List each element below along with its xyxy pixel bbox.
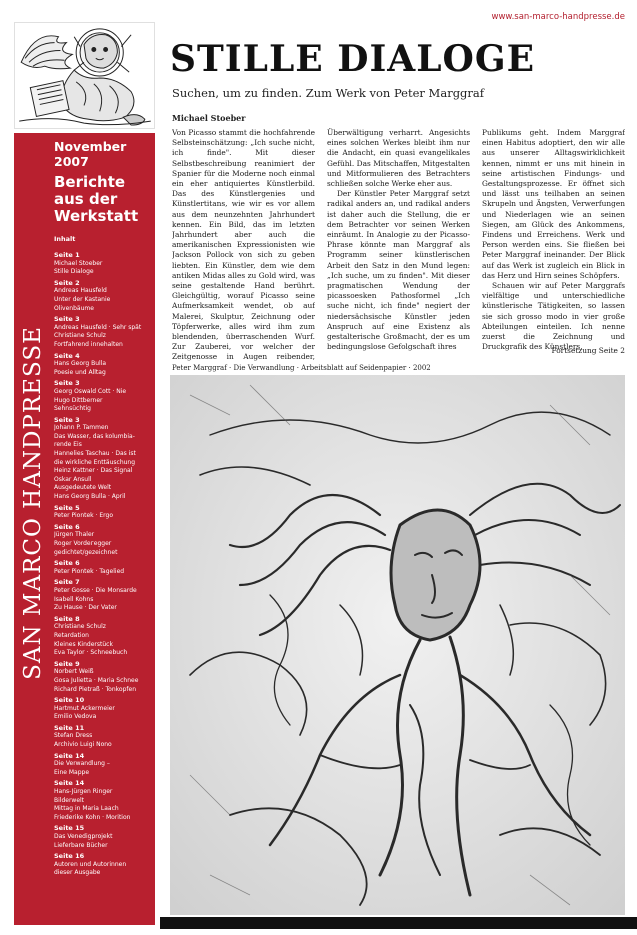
sidebar-content bbox=[54, 139, 152, 880]
toc-entry[interactable]: Poesie und Alltag bbox=[54, 368, 106, 376]
toc-entry[interactable]: Die Verwandlung – bbox=[54, 760, 110, 768]
article-paragraph: Von Picasso stammt die hochfahrende Selbsteinschätzung: „Ich suche nicht, ich finde". Mit dieser Selbstbeschreibung reanimiert der Spanier für die Moderne noch einmal ein eher antiquiertes Künstlerbild. Das des Künstlergenies und Künstlertitans, wie wir es vor allem aus dem neunzehnten Jahrhundert kennen. Ein Bild, das im letzten Jahrhundert aber auch die amerikanischen Expressionisten wie Jackson Pollock von sich zu geben liebten. Ein Künstler, dem wie dem antiken Midas alles zu Gold wird, was seine gestaltende Hand berührt. Gleichgültig, worauf Picasso seine Aufmerksamkeit wendet, ob auf Malerei, Skulptur, Zeichnung oder Töpferwerke, alles wird ihm zum blendenden, überraschenden Wurf. Zur Zauberei, vor welcher der Zeitgenosse in Augen reibender, bbox=[172, 128, 315, 362]
toc-entry[interactable]: Christiane Schulz bbox=[54, 332, 106, 340]
toc-entry[interactable]: Autoren und Autorinnen bbox=[54, 860, 127, 868]
toc-entry[interactable]: Roger Vordeгegger bbox=[54, 540, 112, 547]
toc-entry[interactable]: Unter der Kastanie bbox=[54, 295, 111, 303]
toc-page-number: Seite 8 bbox=[54, 614, 80, 623]
article-paragraph: Publikums geht. Indem Marggraf einen Habitus adoptiert, den wir alle aus unserer Alltagswirklichkeit kennen, nimmt er uns mit hinein in seine artistischen Findungs- und Gestaltungsprozesse. Er öffnet sich und lässt uns teilhaben an seinen Skrupeln und Ängsten, Verwerfungen und Niederlagen wie an seinen Siegen, am Glück des Ankommens, Findens und Erreichens. Werk und Person werden eins. Sie fließen bei Peter Marggraf ineinander. Der Blick auf das Werk ist zugleich ein Blick in das Herz und Hirn seines Schöpfers. bbox=[482, 128, 625, 280]
toc-page-number: Seite 14 bbox=[54, 751, 85, 760]
toc-section bbox=[54, 279, 152, 313]
article-author: Michael Stoeber bbox=[172, 113, 246, 123]
toc-entry[interactable]: Zu Hause · Der Vater bbox=[54, 604, 117, 612]
article-paragraph: Der Künstler Peter Marggraf setzt radikal anders an, und radikal anders ist daher auch die Stellung, die er dem Betrachter vor seinen Werken einräumt. In Analogie zu der Picasso-Phrase könnte man Marggraf als Programm seiner künstlerischen Arbeit den Satz in den Mund legen: „Ich suche, um zu finden". Mit dieser pragmatischen Wendung der picassoesken Pathosformel „Ich suche nicht, ich finde" negiert der niedersächsische Künstler jeden Anspruch auf eine Existenz als gestalterische Großmacht, der es um bedingungslose Gefolgschaft ihres bbox=[327, 189, 470, 352]
masthead-vertical-title: SAN MARCO HANDPRESSE bbox=[20, 326, 46, 680]
article-subtitle: Suchen, um zu finden. Zum Werk von Peter Marggraf bbox=[172, 86, 485, 100]
toc-entry[interactable]: Gosa Julietta · Maria Schnee bbox=[54, 676, 139, 684]
toc-section bbox=[54, 523, 152, 557]
toc-section bbox=[54, 724, 152, 750]
toc-entry[interactable]: Friederike Kohn · Morition bbox=[54, 813, 131, 821]
toc-section bbox=[54, 416, 152, 502]
toc-entry[interactable]: Olivenbäume bbox=[54, 304, 94, 312]
article-column-1 bbox=[172, 128, 315, 363]
toc-entry[interactable]: Bilderwelt bbox=[54, 796, 85, 804]
toc-entry[interactable]: Hans Georg Bulla bbox=[54, 360, 107, 368]
toc-entry[interactable]: Christiane Schulz bbox=[54, 623, 106, 631]
toc-entry[interactable]: Hans-Jürgen Ringer bbox=[54, 788, 113, 796]
toc-entry[interactable]: Hans Georg Bulla · April bbox=[54, 493, 126, 501]
article-title: STILLE DIALOGE bbox=[170, 38, 536, 80]
toc-entry[interactable]: Kleines Kinderstück bbox=[54, 640, 113, 648]
footer-bar bbox=[160, 917, 637, 929]
toc-entry[interactable]: dieser Ausgabe bbox=[54, 869, 101, 877]
toc-section bbox=[54, 315, 152, 349]
issue-date: November 2007 bbox=[54, 139, 127, 169]
toc-entry[interactable]: Peter Gosse · Die Monsarde bbox=[54, 586, 137, 594]
toc-entry[interactable]: Oskar Ansull bbox=[54, 475, 92, 483]
toc-page-number: Seite 4 bbox=[54, 351, 80, 360]
issue-heading: Berichte aus der Werkstatt bbox=[54, 173, 139, 225]
toc-entry[interactable]: Das Venedigprojekt bbox=[54, 833, 113, 840]
toc-page-number: Seite 5 bbox=[54, 503, 80, 512]
toc-entry[interactable]: Sehnsüchtig bbox=[54, 405, 91, 413]
toc-page-number: Seite 1 bbox=[54, 251, 80, 259]
toc-page-number: Seite 7 bbox=[54, 578, 80, 587]
toc-page-number: Seite 3 bbox=[54, 315, 80, 324]
toc-section bbox=[54, 696, 152, 722]
sidebar bbox=[14, 133, 155, 925]
toc-entry[interactable]: gedichtet/gezeichnet bbox=[54, 548, 118, 556]
toc-entry[interactable]: Stille Dialoge bbox=[54, 268, 94, 276]
toc-entry[interactable]: Richard Pietraß · Tonkopfen bbox=[54, 685, 136, 693]
article-body bbox=[172, 128, 625, 363]
lion-of-san-marco-logo bbox=[14, 22, 155, 129]
toc-entry[interactable]: Hartmut Ackermeier bbox=[54, 704, 115, 712]
toc-entry[interactable]: Emilio Vedova bbox=[54, 713, 97, 721]
toc-entry[interactable]: Jürgen Thaler bbox=[54, 531, 95, 539]
toc-entry[interactable]: Fortfahrend innehalten bbox=[54, 340, 123, 348]
toc-section bbox=[54, 852, 152, 878]
toc-entry[interactable]: Andreas Hausfeld · Sehr spät bbox=[54, 323, 142, 331]
toc-entry[interactable]: die wirkliche Enttäuschung bbox=[54, 458, 136, 466]
toc-section bbox=[54, 504, 152, 521]
toc-section bbox=[54, 578, 152, 612]
toc-section bbox=[54, 660, 152, 694]
toc-entry[interactable]: Peter Piontek · Ergo bbox=[54, 512, 114, 520]
toc-entry[interactable]: Johann P. Tammen bbox=[54, 424, 109, 432]
toc-entry[interactable]: Isabell Kohns bbox=[54, 595, 94, 603]
toc-page-number: Seite 9 bbox=[54, 659, 80, 668]
article-paragraph: Schauen wir auf Peter Marggrafs vielfältige und unterschiedliche künstlerische Tätigkeiten, so lassen sie sich grosso modo in vier große Abteilungen einteilen. Ich nenne zuerst die Zeichnung und Druckgrafik des Künstlers, bbox=[482, 281, 625, 352]
toc-entry[interactable]: Georg Oswald Cott · Nie bbox=[54, 387, 127, 395]
toc-section bbox=[54, 251, 152, 277]
toc-entry[interactable]: Mittag in Maria Laach bbox=[54, 805, 119, 813]
toc-page-number: Seite 14 bbox=[54, 779, 85, 788]
toc-entry[interactable]: Norbert Weiß bbox=[54, 668, 94, 676]
article-paragraph: Überwältigung verharrt. Angesichts eines solchen Werkes bleibt ihm nur die Andacht, ein quasi evangelikales Gefühl. Das Mitschaffen, Mitgestalten und Mitformulieren des Betrachters schließen solche Werke eher aus. bbox=[327, 128, 470, 189]
toc-entry[interactable]: Ausgedeutete Welt bbox=[54, 484, 112, 492]
artwork-caption: Peter Marggraf · Die Verwandlung · Arbeitsblatt auf Seidenpapier · 2002 bbox=[172, 364, 431, 372]
toc-page-number: Seite 11 bbox=[54, 723, 85, 732]
toc-entry[interactable]: Michael Stoeber bbox=[54, 259, 103, 267]
toc-section bbox=[54, 824, 152, 850]
toc-page-number: Seite 6 bbox=[54, 559, 80, 568]
toc-page-number: Seite 3 bbox=[54, 415, 80, 424]
article-column-2 bbox=[327, 128, 470, 363]
toc-section bbox=[54, 752, 152, 778]
toc-entry[interactable]: Archivio Luigi Nono bbox=[54, 741, 112, 749]
toc-page-number: Seite 3 bbox=[54, 379, 80, 388]
toc-entry[interactable]: Das Wasser, das kolumbia- bbox=[54, 432, 135, 440]
toc-entry[interactable]: Heinz Kattner · Das Signal bbox=[54, 467, 133, 475]
toc-section bbox=[54, 779, 152, 822]
toc-section bbox=[54, 615, 152, 658]
toc-entry[interactable]: Hugo Dittberner bbox=[54, 396, 103, 404]
article-column-3 bbox=[482, 128, 625, 363]
toc-page-number: Seite 15 bbox=[54, 824, 85, 833]
toc-entry[interactable]: Hannelies Taschau · Das ist bbox=[54, 450, 136, 458]
toc-entry[interactable]: Lieferbare Bücher bbox=[54, 841, 108, 849]
toc-section bbox=[54, 559, 152, 576]
toc-page-number: Seite 10 bbox=[54, 696, 85, 705]
artwork-image bbox=[170, 375, 625, 915]
toc-entry[interactable]: Eine Mappe bbox=[54, 768, 90, 776]
site-url[interactable]: www.san-marco-handpresse.de bbox=[491, 12, 625, 22]
toc-entry[interactable]: Andreas Hausfeld bbox=[54, 287, 107, 295]
toc-section bbox=[54, 379, 152, 413]
toc-page-number: Seite 16 bbox=[54, 852, 85, 861]
toc-entry[interactable]: Retardation bbox=[54, 631, 89, 639]
contents-label: Inhalt bbox=[54, 235, 76, 243]
toc-entry[interactable]: Peter Piontek · Tagelied bbox=[54, 567, 125, 575]
toc-entry[interactable]: rende Eis bbox=[54, 441, 82, 449]
continued-note[interactable]: Fortsetzung Seite 2 bbox=[551, 346, 625, 355]
table-of-contents bbox=[54, 251, 152, 878]
toc-section bbox=[54, 352, 152, 378]
toc-entry[interactable]: Stefan Dress bbox=[54, 732, 93, 740]
toc-entry[interactable]: Eva Taylor · Schneebuch bbox=[54, 649, 128, 657]
toc-page-number: Seite 2 bbox=[54, 278, 80, 287]
toc-page-number: Seite 6 bbox=[54, 522, 80, 531]
